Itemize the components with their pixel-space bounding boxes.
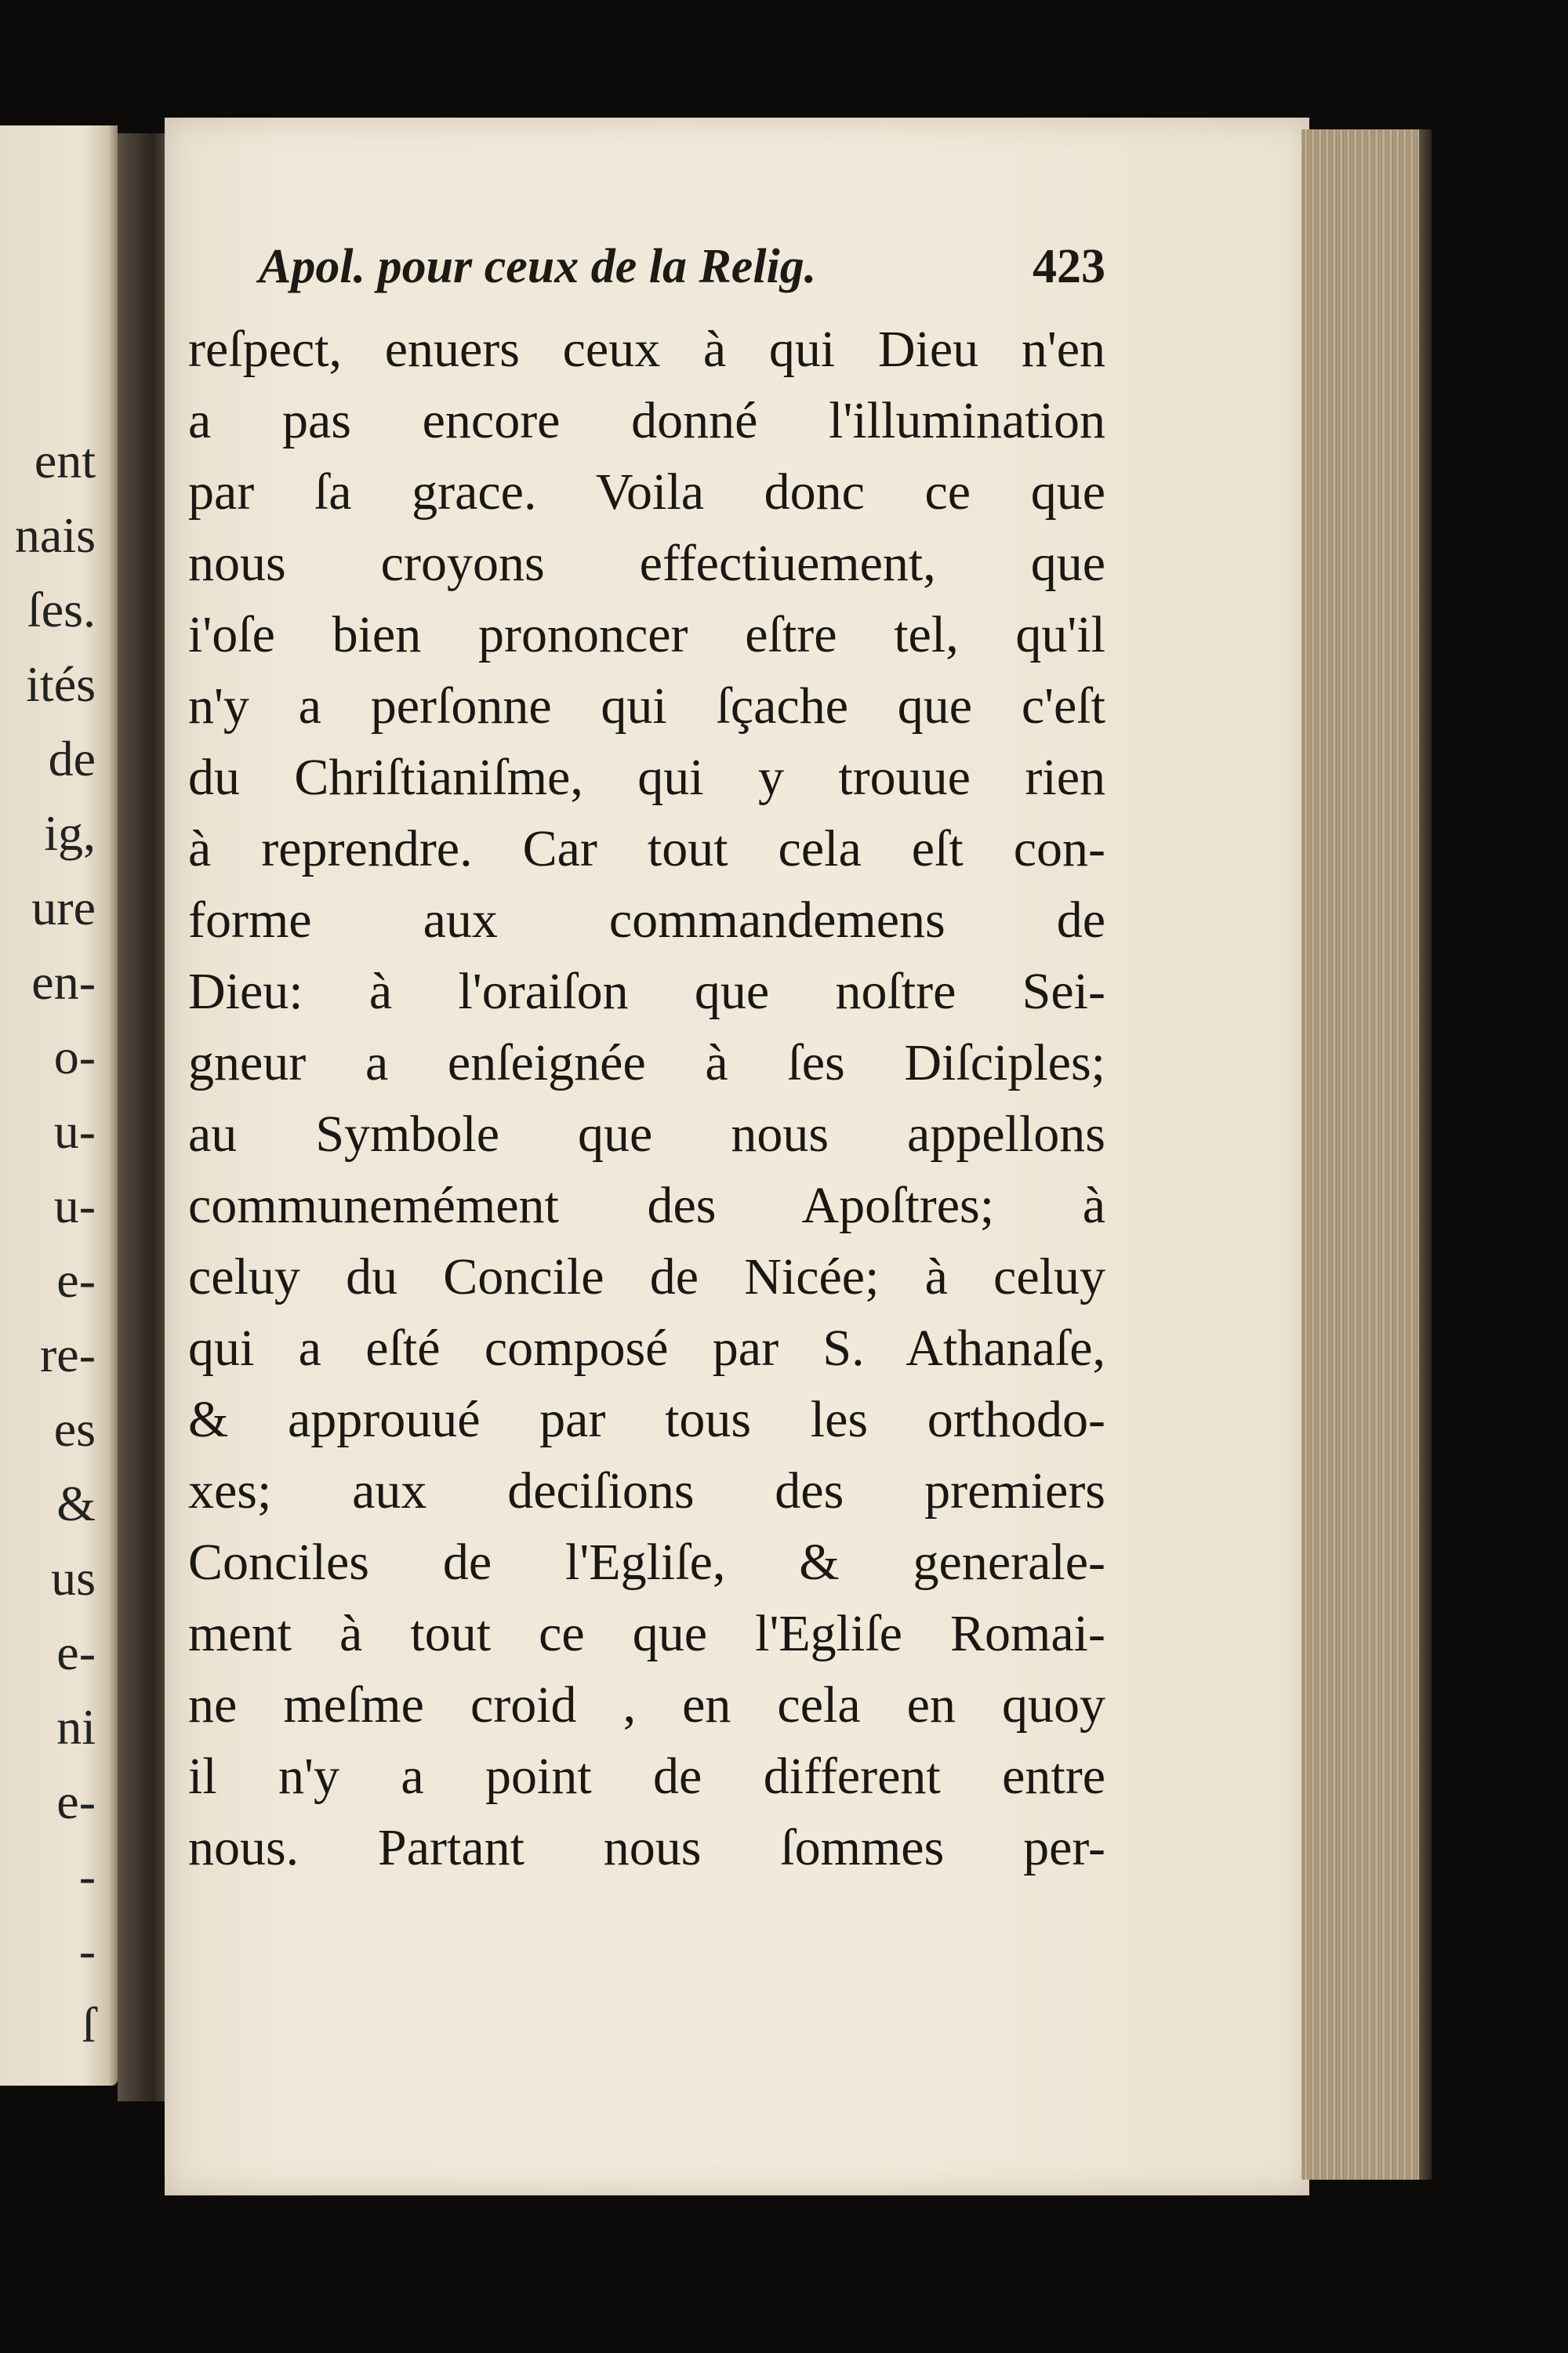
left-fragment: e-	[56, 1625, 96, 1680]
text-line: Conciles de l'Egliſe, & generale-	[188, 1534, 1105, 1591]
text-line: & approuué par tous les orthodo-	[188, 1391, 1105, 1448]
left-fragment: ſes.	[27, 582, 96, 637]
text-line: par ſa grace. Voila donc ce que	[188, 463, 1105, 521]
page-block-edges	[1301, 129, 1419, 2180]
text-line: du Chriſtianiſme, qui y trouue rien	[188, 749, 1105, 806]
body-text	[188, 314, 1105, 1883]
left-page-text-fragments	[0, 423, 110, 2062]
text-line: i'oſe bien prononcer eſtre tel, qu'il	[188, 606, 1105, 663]
text-line: n'y a perſonne qui ſçache que c'eſt	[188, 677, 1105, 735]
left-fragment: ure	[31, 880, 96, 935]
page-number: 423	[1033, 240, 1105, 293]
text-line: gneur a enſeignée à ſes Diſciples;	[188, 1034, 1105, 1091]
left-fragment: -	[78, 1923, 96, 1978]
text-line: celuy du Concile de Nicée; à celuy	[188, 1248, 1105, 1305]
running-head	[259, 239, 1105, 310]
left-fragment: ni	[56, 1699, 96, 1755]
text-line: Dieu: à l'oraiſon que noſtre Sei-	[188, 963, 1105, 1020]
left-fragment: -	[78, 1848, 96, 1904]
text-line: il n'y a point de different entre	[188, 1748, 1105, 1805]
left-fragment: ſ	[82, 1997, 96, 2053]
left-fragment: &	[56, 1476, 96, 1531]
left-fragment: en-	[31, 954, 96, 1010]
left-fragment: ig,	[44, 805, 96, 861]
text-line: qui a eſté composé par S. Athanaſe,	[188, 1320, 1105, 1377]
text-line: reſpect, enuers ceux à qui Dieu n'en	[188, 321, 1105, 378]
left-fragment: es	[53, 1401, 96, 1457]
left-fragment: ent	[34, 433, 96, 488]
left-fragment: re-	[39, 1327, 96, 1382]
text-line: au Symbole que nous appellons	[188, 1106, 1105, 1163]
running-head-title: Apol. pour ceux de la Relig.	[259, 240, 817, 293]
left-fragment: de	[48, 731, 96, 786]
left-fragment: u-	[53, 1178, 96, 1233]
text-line: à reprendre. Car tout cela eſt con-	[188, 820, 1105, 877]
text-line: ne meſme croid , en cela en quoy	[188, 1676, 1105, 1734]
left-fragment: u-	[53, 1103, 96, 1159]
left-fragment: e-	[56, 1774, 96, 1829]
text-line: forme aux commandemens de	[188, 891, 1105, 949]
left-fragment: ités	[26, 656, 96, 712]
text-line: nous croyons effectiuement, que	[188, 535, 1105, 592]
text-line: nous. Partant nous ſommes per-	[188, 1819, 1105, 1876]
text-line: xes; aux deciſions des premiers	[188, 1462, 1105, 1520]
text-line: a pas encore donné l'illumination	[188, 392, 1105, 449]
left-fragment: e-	[56, 1252, 96, 1308]
left-fragment: nais	[14, 507, 96, 563]
left-fragment: o-	[53, 1029, 96, 1084]
text-line: ment à tout ce que l'Egliſe Romai-	[188, 1605, 1105, 1662]
text-line: communemément des Apoſtres; à	[188, 1177, 1105, 1234]
left-fragment: us	[51, 1550, 96, 1606]
left-facing-page	[0, 125, 118, 2086]
